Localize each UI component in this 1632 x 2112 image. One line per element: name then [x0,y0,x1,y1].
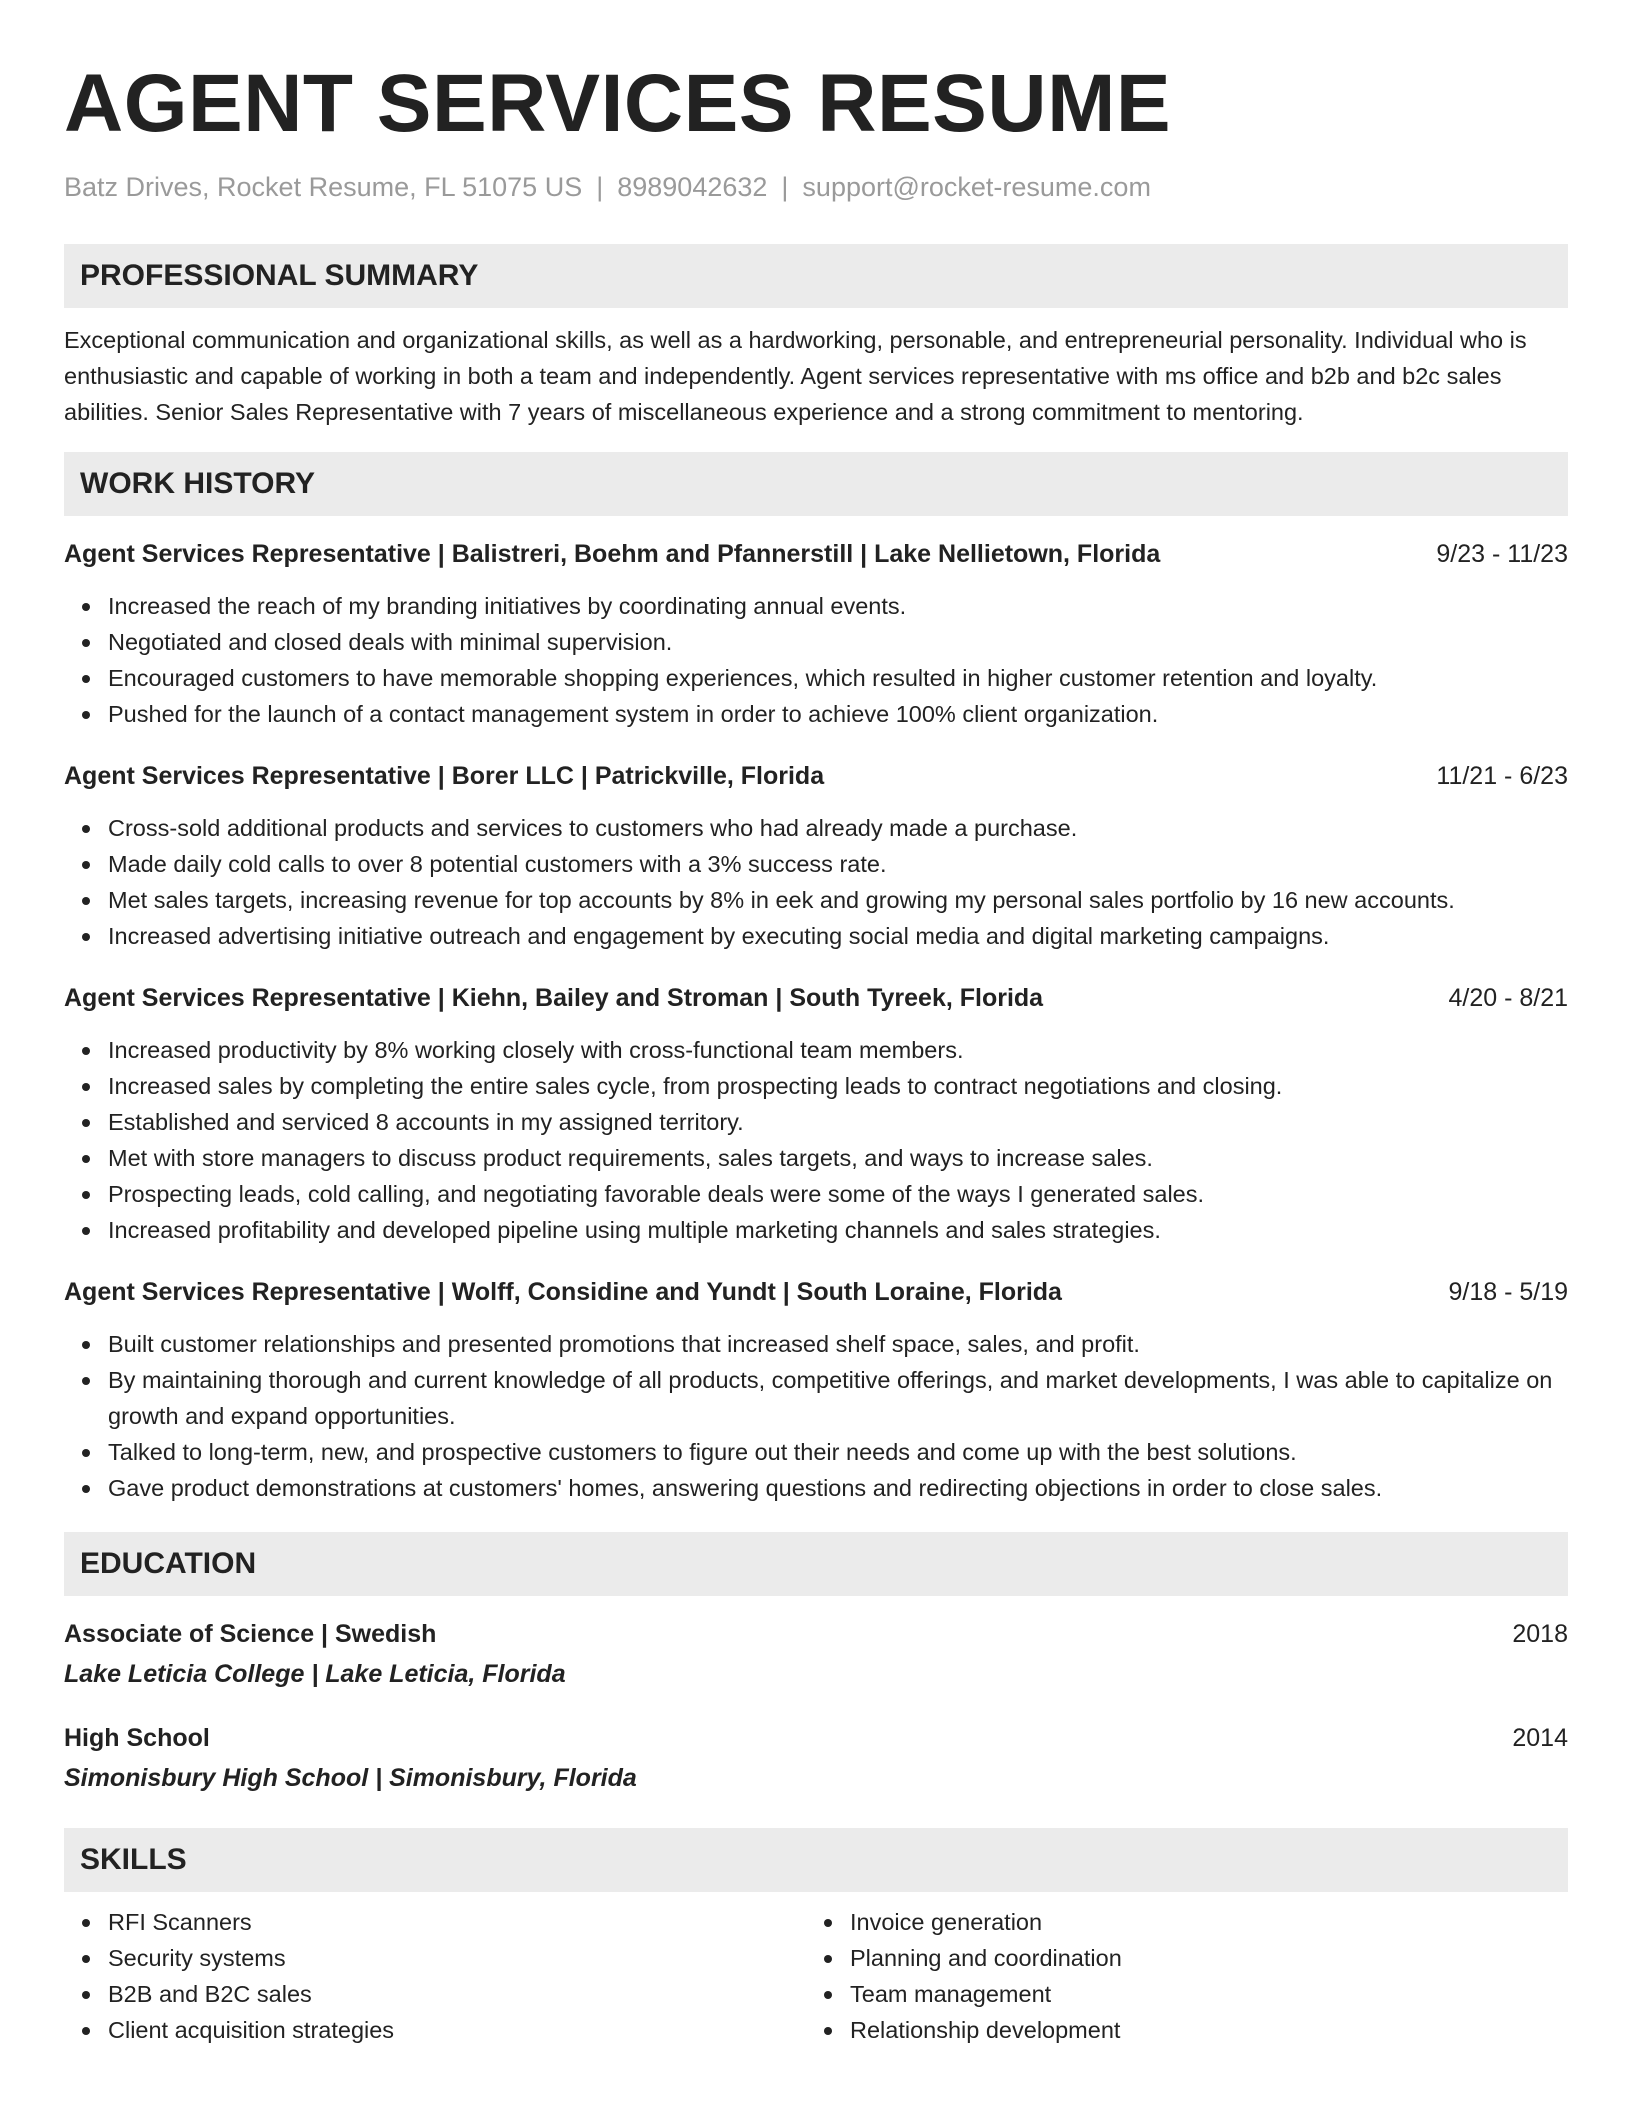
job-bullets [64,588,1568,732]
job-entry [64,980,1568,1248]
job-bullet: By maintaining thorough and current knowledge of all products, competitive offerings, and market developments, I was able to capitalize on growth and expand opportunities. [64,1362,1568,1434]
skill-item: B2B and B2C sales [64,1976,806,2012]
education-year: 2014 [1512,1724,1568,1752]
skills-list [64,1904,1568,2048]
skill-item: RFI Scanners [64,1904,806,1940]
job-header [64,536,1568,572]
education-entry [64,1720,1568,1796]
job-title: Agent Services Representative | Kiehn, Bailey and Stroman | South Tyreek, Florida [64,984,1044,1012]
education-year: 2018 [1512,1620,1568,1648]
job-bullet: Cross-sold additional products and services to customers who had already made a purchase. [64,810,1568,846]
resume-page [64,56,1568,2048]
resume-title: AGENT SERVICES RESUME [64,58,1172,149]
job-bullet: Increased profitability and developed pipeline using multiple marketing channels and sales strategies. [64,1212,1568,1248]
education-school: Lake Leticia College | Lake Leticia, Florida [64,1660,566,1688]
skill-item: Invoice generation [806,1904,1548,1940]
skill-item: Client acquisition strategies [64,2012,806,2048]
education-header [64,1720,1568,1756]
job-bullet: Made daily cold calls to over 8 potential customers with a 3% success rate. [64,846,1568,882]
summary-text: Exceptional communication and organizational skills, as well as a hardworking, personable, and entrepreneurial personality. Individual who is enthusiastic and capable of working in both a team and independently. Agent services representative with ms office and b2b and b2c sales abilities. Senior Sales Representative with 7 years of miscellaneous experience and a strong commitment to mentoring. [64,327,1527,425]
education-degree: Associate of Science | Swedish [64,1620,437,1648]
job-bullet: Prospecting leads, cold calling, and negotiating favorable deals were some of the ways I generated sales. [64,1176,1568,1212]
job-bullet: Increased sales by completing the entire sales cycle, from prospecting leads to contract negotiations and closing. [64,1068,1568,1104]
section-header-skills: SKILLS [64,1828,1568,1892]
skill-item: Security systems [64,1940,806,1976]
job-title: Agent Services Representative | Wolff, Considine and Yundt | South Loraine, Florida [64,1278,1062,1306]
job-entry [64,1274,1568,1506]
job-bullet: Increased the reach of my branding initiatives by coordinating annual events. [64,588,1568,624]
job-bullet: Increased productivity by 8% working closely with cross-functional team members. [64,1032,1568,1068]
job-bullet: Encouraged customers to have memorable shopping experiences, which resulted in higher customer retention and loyalty. [64,660,1568,696]
contact-line [64,170,1568,204]
job-dates: 9/23 - 11/23 [1436,540,1568,568]
section-header-summary: PROFESSIONAL SUMMARY [64,244,1568,308]
job-entry [64,758,1568,954]
contact-email: support@rocket-resume.com [802,172,1151,202]
education-school: Simonisbury High School | Simonisbury, Florida [64,1764,637,1792]
skills-column-right [806,1904,1548,2048]
education-header [64,1616,1568,1652]
job-bullets [64,1326,1568,1506]
skill-item: Planning and coordination [806,1940,1548,1976]
education-entry [64,1616,1568,1692]
job-bullets [64,1032,1568,1248]
section-header-education: EDUCATION [64,1532,1568,1596]
job-header [64,980,1568,1016]
job-dates: 11/21 - 6/23 [1436,762,1568,790]
job-bullet: Pushed for the launch of a contact management system in order to achieve 100% client organization. [64,696,1568,732]
job-dates: 9/18 - 5/19 [1448,1278,1568,1306]
job-bullet: Talked to long-term, new, and prospective customers to figure out their needs and come up with the best solutions. [64,1434,1568,1470]
skills-column-left [64,1904,806,2048]
job-title: Agent Services Representative | Balistreri, Boehm and Pfannerstill | Lake Nellietown, Florida [64,540,1161,568]
education-degree: High School [64,1724,210,1752]
job-entry [64,536,1568,732]
job-title: Agent Services Representative | Borer LLC | Patrickville, Florida [64,762,825,790]
job-dates: 4/20 - 8/21 [1448,984,1568,1012]
contact-separator: | [781,172,789,202]
job-bullet: Increased advertising initiative outreach and engagement by executing social media and digital marketing campaigns. [64,918,1568,954]
contact-phone: 8989042632 [617,172,768,202]
contact-address: Batz Drives, Rocket Resume, FL 51075 US [64,172,583,202]
skill-item: Team management [806,1976,1548,2012]
job-header [64,1274,1568,1310]
job-bullet: Established and serviced 8 accounts in my assigned territory. [64,1104,1568,1140]
job-bullet: Negotiated and closed deals with minimal supervision. [64,624,1568,660]
job-bullet: Met with store managers to discuss product requirements, sales targets, and ways to increase sales. [64,1140,1568,1176]
job-header [64,758,1568,794]
job-bullet: Met sales targets, increasing revenue for top accounts by 8% in eek and growing my personal sales portfolio by 16 new accounts. [64,882,1568,918]
job-bullets [64,810,1568,954]
section-header-work-history: WORK HISTORY [64,452,1568,516]
contact-separator: | [596,172,604,202]
job-bullet: Built customer relationships and presented promotions that increased shelf space, sales, and profit. [64,1326,1568,1362]
skill-item: Relationship development [806,2012,1548,2048]
job-bullet: Gave product demonstrations at customers' homes, answering questions and redirecting objections in order to close sales. [64,1470,1568,1506]
